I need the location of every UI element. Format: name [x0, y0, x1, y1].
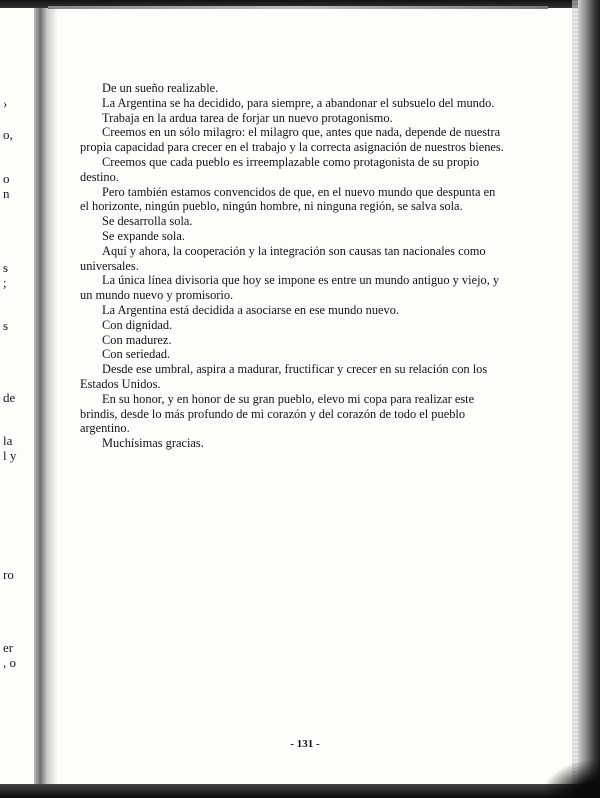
prev-page-fragment: de [3, 390, 16, 405]
book-binding-gutter [34, 8, 48, 784]
prev-page-fragment: , o [3, 655, 16, 670]
paragraph: Con dignidad. [102, 317, 173, 332]
paragraph: La Argentina está decidida a asociarse en ese mundo nuevo. [102, 302, 400, 317]
paragraph: Aquí y ahora, la cooperación y la integración son causas tan nacionales como universales. [80, 243, 486, 273]
prev-page-fragment: la [3, 433, 13, 448]
paragraph: Con madurez. [102, 332, 172, 347]
previous-page-margin [0, 0, 34, 798]
scan-border-bottom [0, 784, 600, 798]
scan-corner-shadow [540, 758, 600, 798]
paragraph: Pero también estamos convencidos de que, en el nuevo mundo que despunta en el horizonte, ningún pueblo, ningún hombre, ni ninguna región, se salva sola. [80, 184, 496, 214]
page-top-edge [48, 6, 548, 9]
paragraph: Desde ese umbral, aspira a madurar, fructificar y crecer en su relación con los Estados Unidos. [80, 362, 488, 391]
paragraph: La Argentina se ha decidido, para siempre, a abandonar el subsuelo del mundo. [102, 95, 495, 110]
paragraph: De un sueño realizable. [102, 81, 219, 95]
prev-page-fragment: s [3, 260, 9, 275]
gutter-shadow [48, 8, 58, 784]
paragraph: En su honor, y en honor de su gran pueblo, elevo mi copa para realizar este brindis, desde lo más profundo de mi corazón y del corazón de todo el pueblo argentino. [80, 391, 475, 436]
prev-page-fragment: o [3, 171, 10, 186]
paragraph: Se desarrolla sola. [102, 214, 193, 229]
prev-page-fragment: er [3, 640, 14, 655]
prev-page-fragment: n [3, 186, 10, 201]
prev-page-fragment: s [3, 318, 9, 333]
paragraph: Se expande sola. [102, 228, 185, 243]
paragraph: Con seriedad. [102, 347, 171, 362]
prev-page-fragment: ; [3, 275, 7, 290]
paragraph: La única línea divisoria que hoy se impone es entre un mundo antiguo y viejo, y un mundo nuevo y promisorio. [80, 273, 500, 303]
paragraph: Creemos que cada pueblo es irreemplazable como protagonista de su propio destino. [80, 154, 480, 184]
page-number: - 131 - [290, 738, 320, 750]
paragraph: Muchísimas gracias. [102, 436, 204, 451]
prev-page-fragment: o, [3, 127, 13, 142]
prev-page-fragment: ro [3, 567, 14, 582]
speech-text-body [80, 81, 505, 451]
prev-page-fragment: › [3, 96, 8, 111]
paragraph: Trabaja en la ardua tarea de forjar un nuevo protagonismo. [102, 110, 393, 125]
scan-border-right [578, 0, 600, 798]
prev-page-fragment: l y [3, 448, 17, 463]
paragraph: Creemos en un sólo milagro: el milagro que, antes que nada, depende de nuestra propia capacidad para crecer en el trabajo y la correcta asignación de nuestros bienes. [80, 125, 504, 155]
